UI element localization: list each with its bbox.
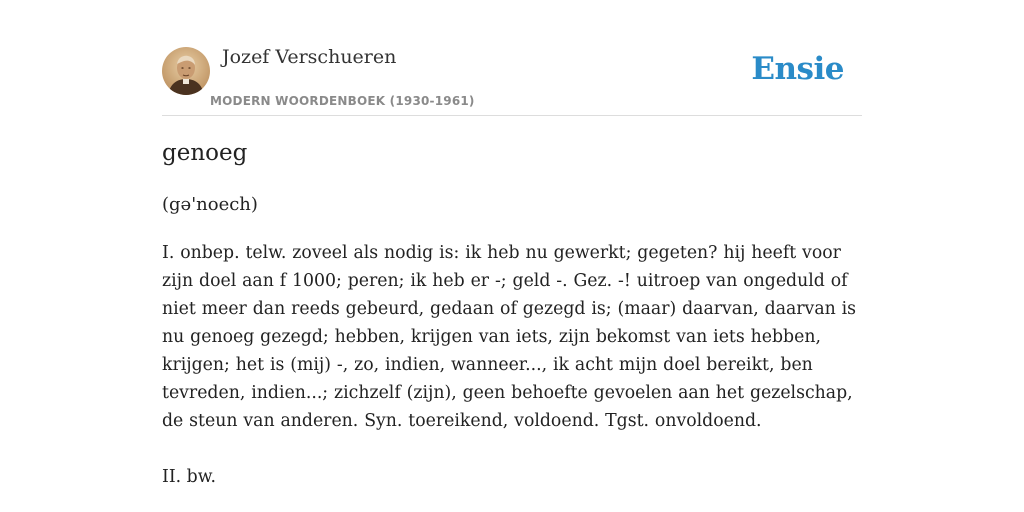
author-avatar[interactable]	[162, 47, 210, 95]
header	[162, 38, 862, 116]
definition-part-1: I. onbep. telw. zoveel als nodig is: ik heb nu gewerkt; gegeten? hij heeft voor zijn doel aan f 1000; peren; ik heb er -; geld -. Gez. -! uitroep van ongeduld of niet meer dan reeds gebeurd, gedaan of gezegd is; (maar) daarvan, daarvan is nu genoeg gezegd; hebben, krijgen van iets, zijn bekomst van iets hebben, krijgen; het is (mij) -, zo, indien, wanneer..., ik acht mijn doel bereikt, ben tevreden, indien...; zichzelf (zijn), geen behoefte gevoelen aan het gezelschap, de steun van anderen. Syn. toereikend, voldoend. Tgst. onvoldoend.	[162, 243, 857, 431]
author-name[interactable]: Jozef Verschueren	[222, 46, 397, 68]
author-portrait-icon	[162, 47, 210, 95]
ensie-logo[interactable]: Ensie	[751, 51, 844, 87]
pronunciation: (gə'noech)	[162, 194, 258, 215]
entry-term: genoeg	[162, 140, 248, 166]
definition-part-2: II. bw.	[162, 467, 216, 487]
source-dictionary[interactable]: MODERN WOORDENBOEK (1930-1961)	[210, 94, 475, 108]
